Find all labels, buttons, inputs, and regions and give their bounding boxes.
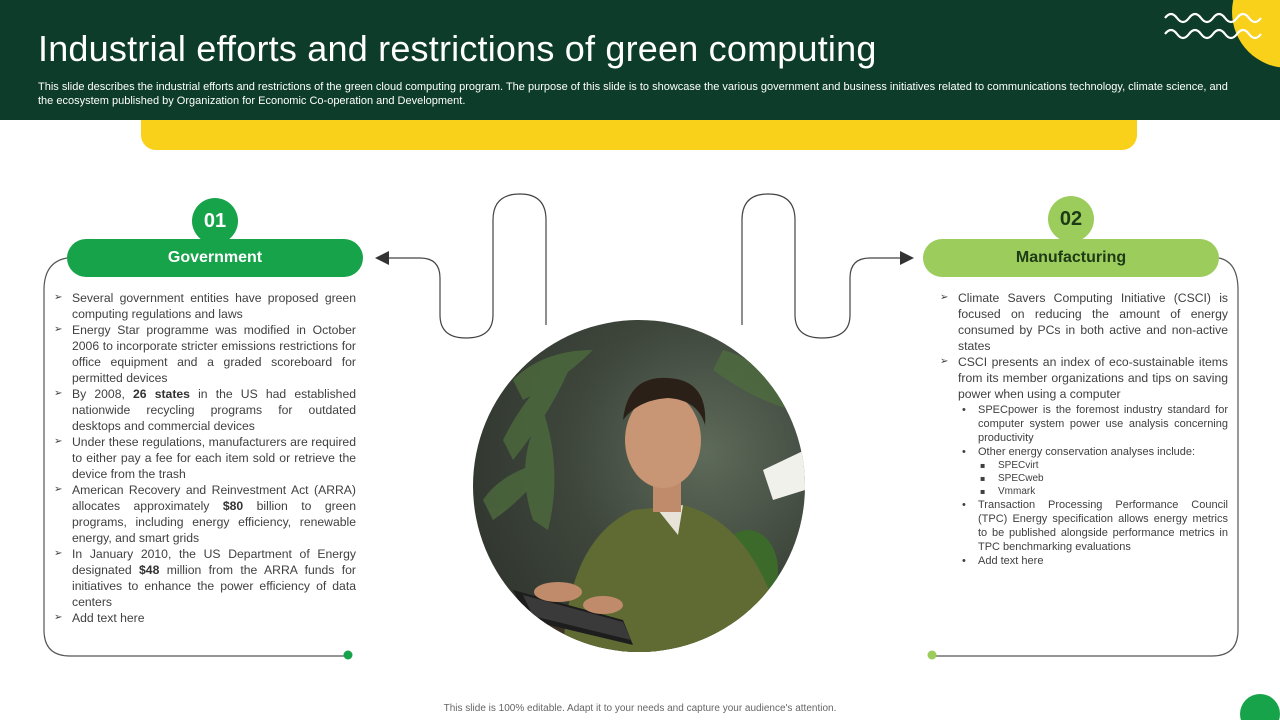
sub-sub-list-item: ▪ SPECvirt bbox=[978, 459, 1228, 472]
list-item: ➢ Climate Savers Computing Initiative (CSCI) is focused on reducing the amount of energy consumed by PCs in both active and non-active states bbox=[940, 290, 1228, 354]
arrow-right-icon bbox=[900, 251, 914, 265]
footer-note: This slide is 100% editable. Adapt it to your needs and capture your audience's attention. bbox=[443, 703, 837, 714]
sub-list-item: • SPECpower is the foremost industry standard for computer system power use analysis concerning productivity bbox=[958, 403, 1228, 445]
section-number-02: 02 bbox=[1048, 196, 1094, 242]
photo-illustration bbox=[473, 320, 805, 652]
list-item: ➢ CSCI presents an index of eco-sustainable items from its member organizations and tips on saving power when using a computer • SPECpower is the foremost industry standard for computer system power use analysis concerning productivity • Other energy conservation analyses include: ▪ SPECvirt ▪ SPECweb ▪ Vmmark • Transaction Processing Performance Council (TPC) Energy specification allows energy metrics to be published alongside performance metrics in TPC benchmarking evaluations • Add text here bbox=[940, 354, 1228, 568]
manufacturing-heading: Manufacturing bbox=[923, 239, 1219, 277]
list-item: ➢ By 2008, 26 states in the US had established nationwide recycling programs for outdated desktops and commercial devices bbox=[54, 386, 356, 434]
manufacturing-list bbox=[940, 290, 1228, 568]
right-end-dot bbox=[928, 651, 937, 660]
list-item: ➢ Energy Star programme was modified in October 2006 to incorporate stricter emissions restrictions for office equipment and a graded scoreboard for permitted devices bbox=[54, 322, 356, 386]
sub-list-item: • Other energy conservation analyses include: ▪ SPECvirt ▪ SPECweb ▪ Vmmark bbox=[958, 445, 1228, 498]
government-list bbox=[54, 290, 356, 626]
left-end-dot bbox=[344, 651, 353, 660]
list-item: ➢ Add text here bbox=[54, 610, 356, 626]
list-item: ➢ American Recovery and Reinvestment Act (ARRA) allocates approximately $80 billion to green programs, including energy efficiency, renewable energy, and smart grids bbox=[54, 482, 356, 546]
arrow-left-icon bbox=[375, 251, 389, 265]
sub-sub-list bbox=[978, 459, 1228, 498]
sub-list bbox=[940, 403, 1228, 568]
list-item: ➢ Under these regulations, manufacturers are required to either pay a fee for each item sold or retrieve the device from the trash bbox=[54, 434, 356, 482]
list-item: ➢ Several government entities have proposed green computing regulations and laws bbox=[54, 290, 356, 322]
government-heading: Government bbox=[67, 239, 363, 277]
sub-list-item: • Add text here bbox=[958, 554, 1228, 568]
person-at-laptop-photo bbox=[473, 320, 805, 652]
list-item: ➢ In January 2010, the US Department of Energy designated $48 million from the ARRA funds for initiatives to enhance the power efficiency of data centers bbox=[54, 546, 356, 610]
sub-sub-list-item: ▪ SPECweb bbox=[978, 472, 1228, 485]
slide-title: Industrial efforts and restrictions of green computing bbox=[38, 28, 877, 69]
sub-list-item: • Transaction Processing Performance Council (TPC) Energy specification allows energy metrics to be published alongside performance metrics in TPC benchmarking evaluations bbox=[958, 498, 1228, 554]
slide-subtitle: This slide describes the industrial efforts and restrictions of the green cloud computing program. The purpose of this slide is to showcase the various government and business initiatives related to communications technology, climate science, and the ecosystem published by Organization for Economic Co-operation and Development. bbox=[38, 81, 1228, 107]
section-number-01: 01 bbox=[192, 198, 238, 244]
sub-sub-list-item: ▪ Vmmark bbox=[978, 485, 1228, 498]
